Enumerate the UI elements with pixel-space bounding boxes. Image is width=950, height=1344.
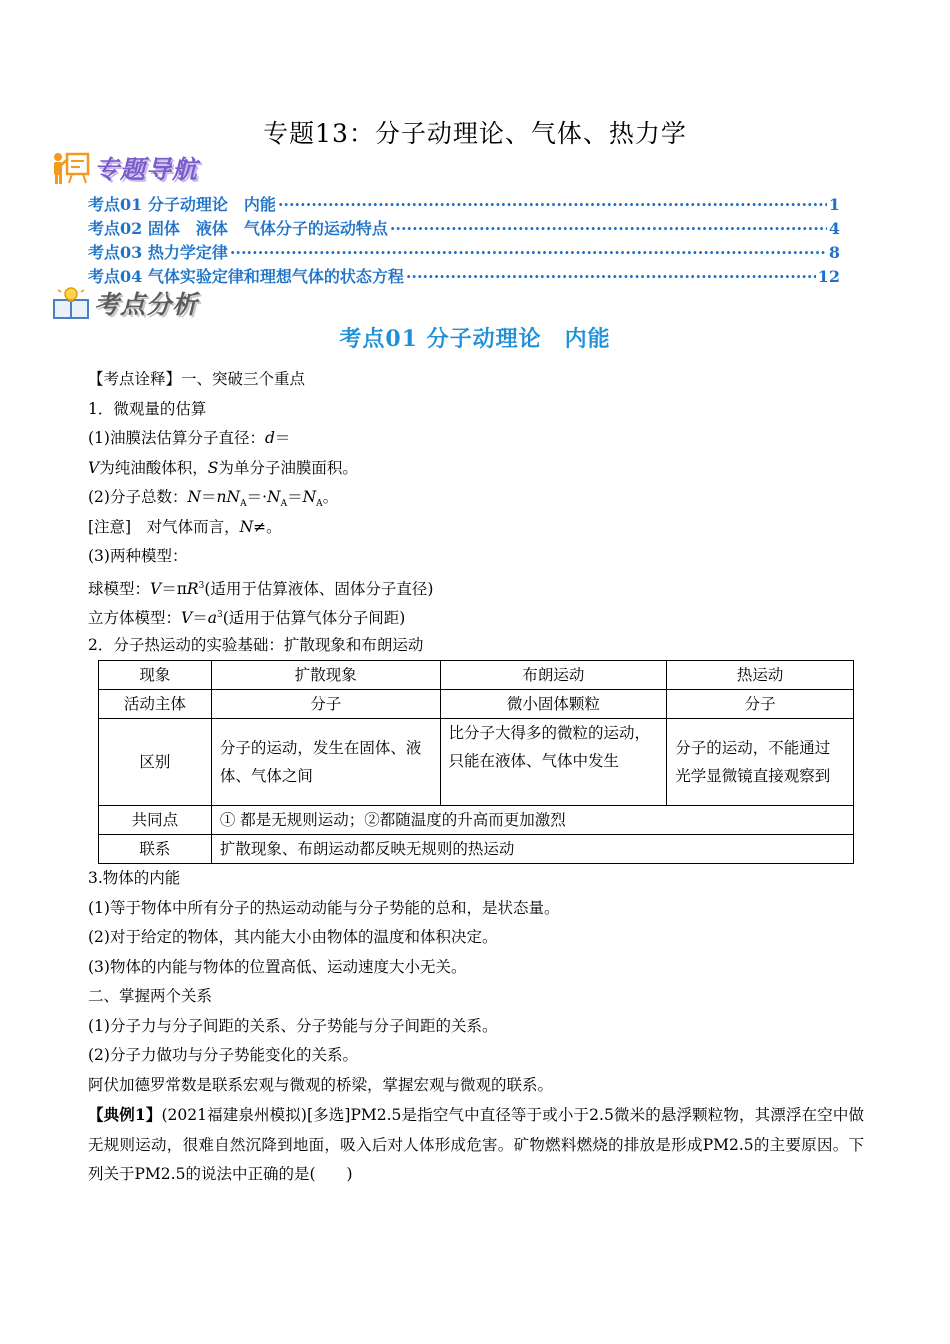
table-cell: 联系 — [99, 835, 212, 864]
table-header-cell: 扩散现象 — [211, 661, 440, 690]
nav-banner — [52, 150, 198, 186]
math-superscript: 3 — [198, 580, 205, 591]
math-var: N — [226, 488, 241, 506]
toc-entry-1[interactable] — [88, 192, 840, 216]
example-paragraph — [88, 1100, 864, 1190]
math-subscript: A — [316, 499, 323, 510]
toc-entry-page: 12 — [817, 267, 840, 286]
text-span: [注意] 对气体而言， — [88, 517, 240, 536]
text-span: ＝ — [201, 488, 217, 506]
table-row — [99, 661, 854, 690]
text-span: 立方体模型： — [88, 609, 182, 628]
table-of-contents — [88, 192, 840, 288]
table-cell: 微小固体颗粒 — [440, 690, 667, 719]
text-span: (适用于估算液体、固体分子直径) — [204, 579, 434, 598]
math-subscript: A — [280, 499, 288, 510]
table-cell: 分子的运动，发生在固体、液体、气体之间 — [211, 719, 440, 806]
table-header-cell: 布朗运动 — [440, 661, 667, 690]
toc-entry-page: 8 — [828, 243, 840, 262]
math-var: N — [302, 488, 317, 506]
text-span: ＝π — [161, 579, 187, 598]
toc-entry-label: 考点02 固体 液体 气体分子的运动特点 — [88, 219, 388, 238]
text-span: (适用于估算气体分子间距) — [222, 609, 406, 628]
text-span: ＝· — [246, 488, 268, 506]
analysis-banner — [52, 285, 198, 321]
text-span: 为纯油酸体积， — [99, 458, 208, 477]
toc-entry-2[interactable] — [88, 216, 840, 240]
text-line: 【考点诠释】一、突破三个重点 — [88, 370, 306, 388]
text-line — [88, 601, 864, 631]
math-var: S — [207, 458, 219, 477]
toc-entry-label: 考点01 分子动理论 内能 — [88, 195, 276, 214]
toc-entry-page: 4 — [828, 219, 840, 238]
math-var: d — [264, 429, 275, 447]
text-span: 球模型： — [88, 579, 151, 598]
table-cell: 比分子大得多的微粒的运动，只能在液体、气体中发生 — [440, 719, 667, 806]
text-line: (1)等于物体中所有分子的热运动动能与分子势能的总和，是状态量。 — [88, 898, 560, 917]
page-title: 专题13：分子动理论、气体、热力学 — [263, 119, 687, 148]
math-var: V — [181, 609, 193, 628]
text-line — [88, 513, 864, 543]
table-cell: 活动主体 — [99, 690, 212, 719]
table-row — [99, 719, 854, 806]
example-text: (2021福建泉州模拟)[多选]PM2.5是指空气中直径等于或小于2.5微米的悬浮颗粒物，其漂浮在空中做无规则运动，很难自然沉降到地面，吸入后对人体形成危害。矿物燃料燃烧的排放是形成PM2.5的主要原因。下列关于PM2.5的说法中正确的是( ) — [88, 1106, 864, 1183]
table-cell: 扩散现象、布朗运动都反映无规则的热运动 — [211, 835, 853, 864]
text-line: (2)分子力做功与分子势能变化的关系。 — [88, 1046, 358, 1064]
text-line: 二、掌握两个关系 — [88, 987, 213, 1005]
text-line: (1)分子力与分子间距的关系、分子势能与分子间距的关系。 — [88, 1016, 498, 1035]
math-var: a — [207, 609, 217, 628]
nav-banner-text: 专题导航 — [94, 155, 199, 184]
math-superscript: 3 — [216, 610, 223, 620]
text-line — [88, 454, 864, 484]
math-subscript: A — [240, 499, 247, 510]
text-line — [88, 483, 864, 513]
text-span: ＝ — [287, 488, 303, 506]
table-cell: 区别 — [99, 719, 212, 806]
table-cell: 共同点 — [99, 806, 212, 835]
text-span: ＝ — [192, 609, 208, 628]
text-span: ＝ — [274, 429, 291, 447]
table-header-cell: 热运动 — [667, 661, 854, 690]
text-line: 1．微观量的估算 — [88, 399, 207, 418]
toc-entry-page: 1 — [828, 195, 840, 214]
teacher-board-icon — [52, 151, 90, 185]
analysis-banner-text: 考点分析 — [94, 290, 199, 319]
text-line — [88, 424, 864, 454]
toc-leader-dots — [390, 219, 827, 238]
lightbulb-book-icon — [52, 286, 90, 320]
math-var: n — [216, 488, 227, 506]
toc-entry-4[interactable] — [88, 264, 840, 288]
text-line: 2．分子热运动的实验基础：扩散现象和布朗运动 — [88, 635, 424, 654]
table-cell: 分子的运动，不能通过光学显微镜直接观察到 — [667, 719, 854, 806]
text-line: (3)物体的内能与物体的位置高低、运动速度大小无关。 — [88, 957, 467, 976]
table-cell: 分子 — [211, 690, 440, 719]
text-span: (1)油膜法估算分子直径： — [88, 429, 265, 447]
text-span: 。 — [322, 488, 339, 506]
text-span: 为单分子油膜面积。 — [218, 458, 358, 477]
toc-entry-label: 考点04 气体实验定律和理想气体的状态方程 — [88, 267, 404, 286]
text-line — [88, 572, 864, 602]
text-line: (2)对于给定的物体，其内能大小由物体的温度和体积决定。 — [88, 928, 498, 946]
math-var: N — [239, 517, 254, 536]
text-line: 3.物体的内能 — [88, 869, 181, 887]
section-heading: 考点01 分子动理论 内能 — [339, 326, 611, 352]
text-line: (3)两种模型： — [88, 547, 188, 565]
comparison-table — [98, 660, 854, 864]
text-span: (2)分子总数： — [88, 488, 188, 506]
text-span: ≠。 — [253, 517, 282, 536]
toc-leader-dots — [278, 195, 827, 214]
math-var: V — [150, 579, 162, 598]
math-var: R — [186, 579, 199, 598]
toc-entry-label: 考点03 热力学定律 — [88, 243, 228, 262]
table-row — [99, 690, 854, 719]
text-line: 阿伏加德罗常数是联系宏观与微观的桥梁，掌握宏观与微观的联系。 — [88, 1075, 554, 1094]
toc-leader-dots — [406, 267, 816, 286]
table-cell: ① 都是无规则运动；②都随温度的升高而更加激烈 — [211, 806, 853, 835]
table-cell: 分子 — [667, 690, 854, 719]
toc-entry-3[interactable] — [88, 240, 840, 264]
math-var: N — [267, 488, 281, 506]
example-tag: 【典例1】 — [88, 1105, 162, 1124]
toc-leader-dots — [230, 243, 827, 262]
table-row — [99, 835, 854, 864]
table-row — [99, 806, 854, 835]
math-var: N — [187, 488, 202, 506]
table-header-cell: 现象 — [99, 661, 212, 690]
math-var: V — [88, 458, 100, 477]
document-body — [88, 365, 864, 1190]
